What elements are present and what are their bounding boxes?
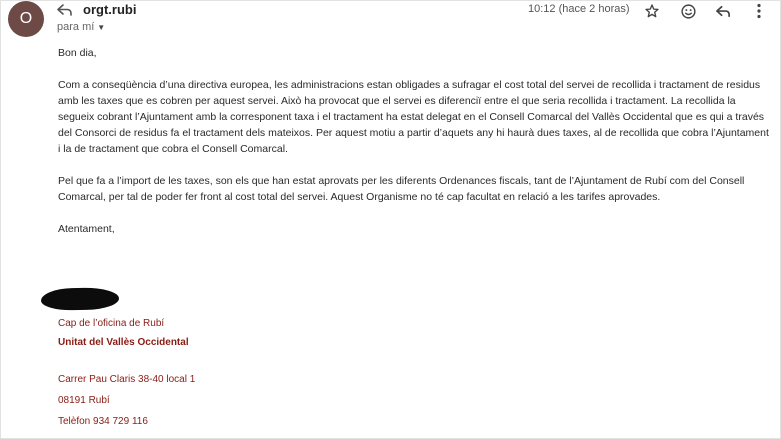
sender-name[interactable]: orgt.rubi [83, 2, 137, 17]
reply-arrow-icon [56, 2, 74, 18]
chevron-down-icon[interactable]: ▼ [97, 22, 106, 32]
reply-icon[interactable] [714, 2, 732, 20]
signature-city: 08191 Rubí [58, 395, 110, 406]
emoji-icon[interactable] [679, 2, 697, 20]
avatar-letter: O [19, 10, 33, 27]
email-timestamp: 10:12 (hace 2 horas) [528, 3, 630, 15]
closing: Atentament, [58, 223, 115, 235]
avatar[interactable] [8, 1, 44, 37]
body-paragraph: Pel que fa a l’import de les taxes, son els que han estat aprovats per les diferents Ordenances fiscals, tant de l’Ajuntament de Rubí com del Consell Comarcal, per tal de poder fer front al cost total del servei. Aquest Organisme no té cap facultat en relació a les tarifes aprovades. [58, 175, 745, 203]
greeting: Bon dia, [58, 47, 97, 59]
signature-role: Cap de l’oficina de Rubí [58, 318, 165, 329]
signature-unit: Unitat del Vallès Occidental [58, 337, 189, 348]
signature-address: Carrer Pau Claris 38-40 local 1 [58, 374, 196, 385]
recipient-line[interactable] [57, 21, 105, 33]
body-paragraph: Com a conseqüència d’una directiva europea, les administracions estan obligades a sufragar el cost total del servei de recollida i tractament de residus amb les taxes que es cobren per aquest servei. Això ha provocat que el servei es diferenciï entre el que seria recollida i tractament. La recollida la segueix cobrant l’Ajuntament amb la corresponent taxa i el tractament ha estat delegat en el Consell Comarcal del Vallès Occidental que es qui a través del Consorci de residus fa el tractament dels mateixos. Per aquest motiu a partir d’aquets any hi haurà dues taxes, al de recollida que cobra l’Ajuntament i la de tractament que cobra el Consell Comarcal. [58, 79, 769, 155]
recipient-label: para mí [57, 21, 95, 33]
email-body [58, 45, 773, 253]
more-vertical-icon[interactable] [750, 2, 768, 20]
star-icon[interactable] [643, 2, 661, 20]
signature-phone: Telèfon 934 729 116 [58, 416, 148, 427]
redacted-name-mark [41, 287, 119, 310]
